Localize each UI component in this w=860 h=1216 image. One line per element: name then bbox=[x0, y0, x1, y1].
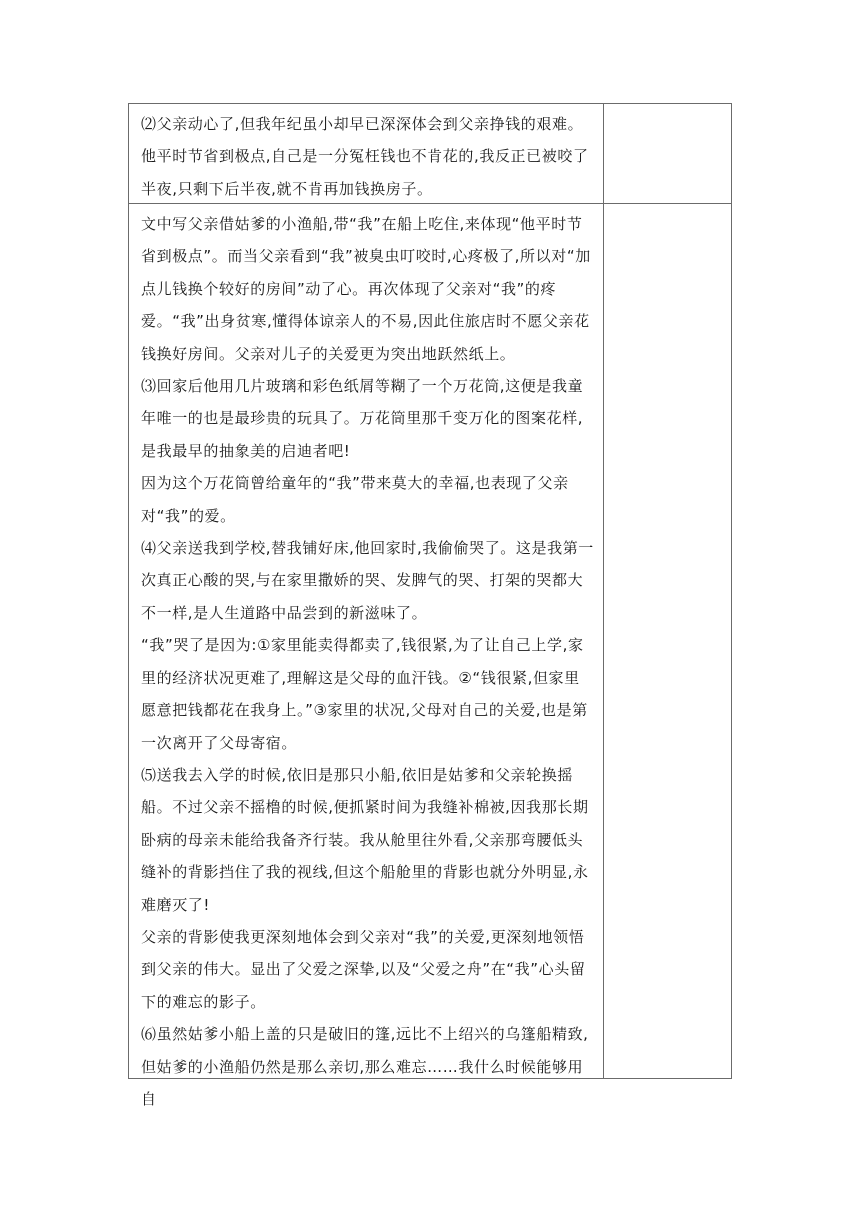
document-table bbox=[128, 103, 732, 1108]
paragraph: 因为这个万花筒曾给童年的“我”带来莫大的幸福,也表现了父亲对“我”的爱。 bbox=[141, 474, 569, 525]
paragraph: ⑵父亲动心了,但我年纪虽小却早已深深体会到父亲挣钱的艰难。他平时节省到极点,自己是一分冤枉钱也不肯花的,我反正已被咬了半夜,只剩下后半夜,就不肯再加钱换房子。 bbox=[141, 115, 589, 198]
paragraph: 文中写父亲借姑爹的小渔船,带“我”在船上吃住,来体现“他平时节省到极点”。而当父亲看到“我”被臭虫叮咬时,心疼极了,所以对“加点儿钱换个较好的房间”动了心。再次体现了父亲对“我”的疼爱。“我”出身贫寒,懂得体谅亲人的不易,因此住旅店时不愿父亲花钱换好房间。父亲对儿子的关爱更为突出地跃然纸上。 bbox=[141, 215, 591, 363]
paragraph: ⑷父亲送我到学校,替我铺好床,他回家时,我偷偷哭了。这是我第一次真正心酸的哭,与在家里撒娇的哭、发脾气的哭、打架的哭都大不一样,是人生道路中品尝到的新滋味了。 bbox=[141, 539, 594, 622]
text-cell bbox=[129, 104, 604, 204]
paragraph: ⑸送我去入学的时候,依旧是那只小船,依旧是姑爹和父亲轮换摇船。不过父亲不摇橹的时候,便抓紧时间为我缝补棉被,因我那长期卧病的母亲未能给我备齐行装。我从舱里往外看,父亲那弯腰低头缝补的背影挡住了我的视线,但这个船舱里的背影也就分外明显,永难磨灭了! bbox=[141, 765, 589, 914]
paragraph: ⑹虽然姑爹小船上盖的只是破旧的篷,远比不上绍兴的乌篷船精致,但姑爹的小渔船仍然是那么亲切,那么难忘……我什么时候能够用自 bbox=[141, 1025, 589, 1108]
paragraph: 父亲的背影使我更深刻地体会到父亲对“我”的关爱,更深刻地领悟到父亲的伟大。显出了父爱之深挚,以及“父爱之舟”在“我”心头留下的难忘的影子。 bbox=[141, 927, 586, 1011]
table-row bbox=[129, 104, 732, 204]
text-cell bbox=[129, 204, 604, 1108]
empty-cell bbox=[604, 204, 732, 1079]
table-row bbox=[129, 204, 732, 1079]
paragraph: ⑶回家后他用几片玻璃和彩色纸屑等糊了一个万花筒,这便是我童年唯一的也是最珍贵的玩具了。万花筒里那千变万化的图案花样,是我最早的抽象美的启迪者吧! bbox=[141, 377, 584, 460]
empty-cell bbox=[604, 104, 732, 204]
paragraph: “我”哭了是因为:①家里能卖得都卖了,钱很紧,为了让自己上学,家里的经济状况更难了,理解这是父母的血汗钱。②“钱很紧,但家里愿意把钱都花在我身上。”③家里的状况,父母对自己的关爱,也是第一次离开了父母寄宿。 bbox=[141, 636, 588, 752]
